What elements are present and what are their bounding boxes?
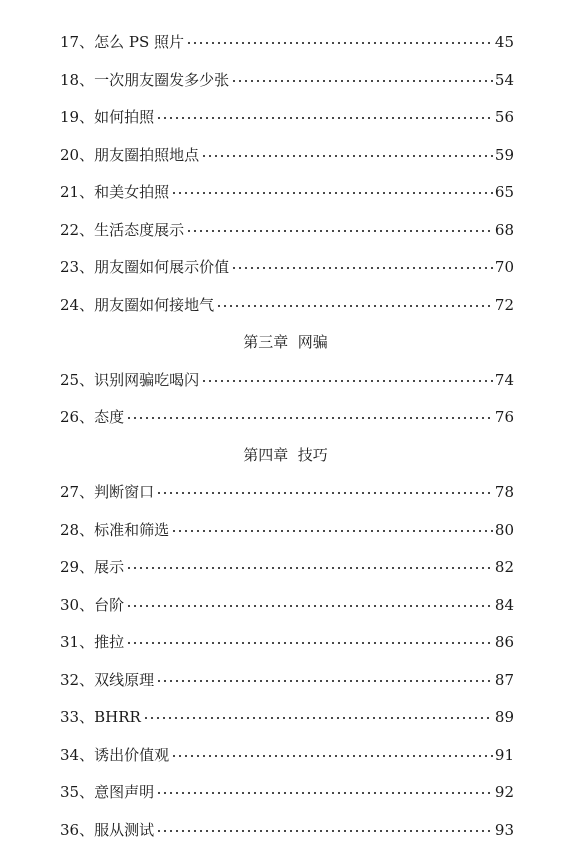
dot-leader: [231, 267, 493, 269]
toc-entry[interactable]: [60, 142, 514, 168]
entry-title: 朋友圈如何展示价值: [94, 258, 230, 276]
dot-leader: [201, 380, 493, 382]
entry-page-number: 84: [494, 595, 514, 614]
dot-leader: [143, 717, 493, 719]
entry-page-number: 78: [494, 483, 514, 501]
entry-title: 一次朋友圈发多少张: [94, 70, 230, 89]
toc-entry[interactable]: [60, 742, 514, 768]
entry-page-number: 86: [494, 633, 514, 651]
entry-number: 36、: [60, 820, 95, 839]
toc-entry[interactable]: [60, 667, 514, 693]
entry-number: 19、: [60, 108, 95, 126]
entry-number: 17、: [60, 33, 95, 51]
entry-page-number: 59: [494, 145, 514, 164]
toc-entry[interactable]: [60, 517, 514, 543]
entry-number: 28、: [60, 520, 95, 539]
dot-leader: [156, 492, 493, 494]
entry-number: 31、: [60, 633, 95, 651]
dot-leader: [171, 192, 493, 194]
entry-title: 推拉: [94, 633, 125, 651]
entry-page-number: 76: [494, 408, 514, 426]
entry-page-number: 68: [494, 220, 514, 239]
entry-number: 18、: [60, 70, 95, 89]
entry-title: 生活态度展示: [94, 220, 185, 239]
chapter-heading: 第三章 网骗: [243, 333, 328, 351]
chapter-heading: 第四章 技巧: [243, 445, 328, 464]
dot-leader: [156, 680, 493, 682]
entry-number: 34、: [60, 745, 95, 764]
entry-title: 服从测试: [94, 820, 155, 839]
entry-title: BHRR: [94, 708, 141, 726]
toc-entry[interactable]: [60, 67, 514, 93]
dot-leader: [156, 117, 493, 119]
dot-leader: [231, 80, 493, 82]
dot-leader: [216, 305, 493, 307]
toc-entry[interactable]: [60, 292, 514, 318]
toc-entry[interactable]: [60, 629, 514, 655]
entry-page-number: 92: [494, 783, 514, 801]
entry-page-number: 70: [494, 258, 514, 276]
dot-leader: [126, 642, 493, 644]
dot-leader: [171, 530, 493, 532]
entry-title: 态度: [94, 408, 125, 426]
toc-entry[interactable]: [60, 817, 514, 843]
entry-title: 怎么 PS 照片: [94, 33, 184, 51]
dot-leader: [156, 830, 493, 832]
toc-entry[interactable]: [60, 554, 514, 580]
entry-page-number: 54: [494, 70, 514, 89]
dot-leader: [126, 567, 493, 569]
entry-title: 判断窗口: [94, 483, 155, 501]
entry-page-number: 80: [494, 520, 514, 539]
entry-number: 35、: [60, 783, 95, 801]
entry-number: 26、: [60, 408, 95, 426]
entry-number: 25、: [60, 370, 95, 389]
entry-number: 30、: [60, 595, 95, 614]
entry-page-number: 93: [494, 820, 514, 839]
toc-entry[interactable]: [60, 704, 514, 730]
entry-number: 33、: [60, 708, 95, 726]
entry-page-number: 82: [494, 558, 514, 576]
entry-page-number: 91: [494, 745, 514, 764]
entry-number: 29、: [60, 558, 95, 576]
entry-number: 21、: [60, 183, 95, 201]
entry-page-number: 89: [494, 708, 514, 726]
toc-entry[interactable]: [60, 29, 514, 55]
entry-title: 朋友圈拍照地点: [94, 145, 200, 164]
entry-title: 识别网骗吃喝闪: [94, 370, 200, 389]
entry-number: 27、: [60, 483, 95, 501]
entry-number: 22、: [60, 220, 95, 239]
entry-page-number: 45: [494, 33, 514, 51]
entry-title: 朋友圈如何接地气: [94, 295, 215, 314]
entry-page-number: 65: [494, 183, 514, 201]
dot-leader: [186, 42, 493, 44]
dot-leader: [186, 230, 493, 232]
dot-leader: [126, 417, 493, 419]
toc-entry[interactable]: [60, 779, 514, 805]
toc-entry[interactable]: [60, 104, 514, 130]
entry-title: 台阶: [94, 595, 125, 614]
entry-title: 诱出价值观: [94, 745, 170, 764]
entry-page-number: 74: [494, 370, 514, 389]
entry-number: 32、: [60, 670, 95, 689]
entry-page-number: 72: [494, 295, 514, 314]
dot-leader: [201, 155, 493, 157]
toc-entry[interactable]: [60, 217, 514, 243]
toc-entry[interactable]: [60, 479, 514, 505]
entry-number: 24、: [60, 295, 95, 314]
dot-leader: [126, 605, 493, 607]
toc-entry[interactable]: [60, 592, 514, 618]
toc-entry[interactable]: [60, 404, 514, 430]
entry-title: 和美女拍照: [94, 183, 170, 201]
dot-leader: [156, 792, 493, 794]
entry-title: 双线原理: [94, 670, 155, 689]
entry-title: 意图声明: [94, 783, 155, 801]
entry-page-number: 87: [494, 670, 514, 689]
entry-title: 标准和筛选: [94, 520, 170, 539]
entry-title: 如何拍照: [94, 108, 155, 126]
dot-leader: [171, 755, 493, 757]
entry-number: 20、: [60, 145, 95, 164]
toc-entry[interactable]: [60, 367, 514, 393]
entry-page-number: 56: [494, 108, 514, 126]
toc-entry[interactable]: [60, 254, 514, 280]
entry-title: 展示: [94, 558, 125, 576]
entry-number: 23、: [60, 258, 95, 276]
toc-entry[interactable]: [60, 179, 514, 205]
